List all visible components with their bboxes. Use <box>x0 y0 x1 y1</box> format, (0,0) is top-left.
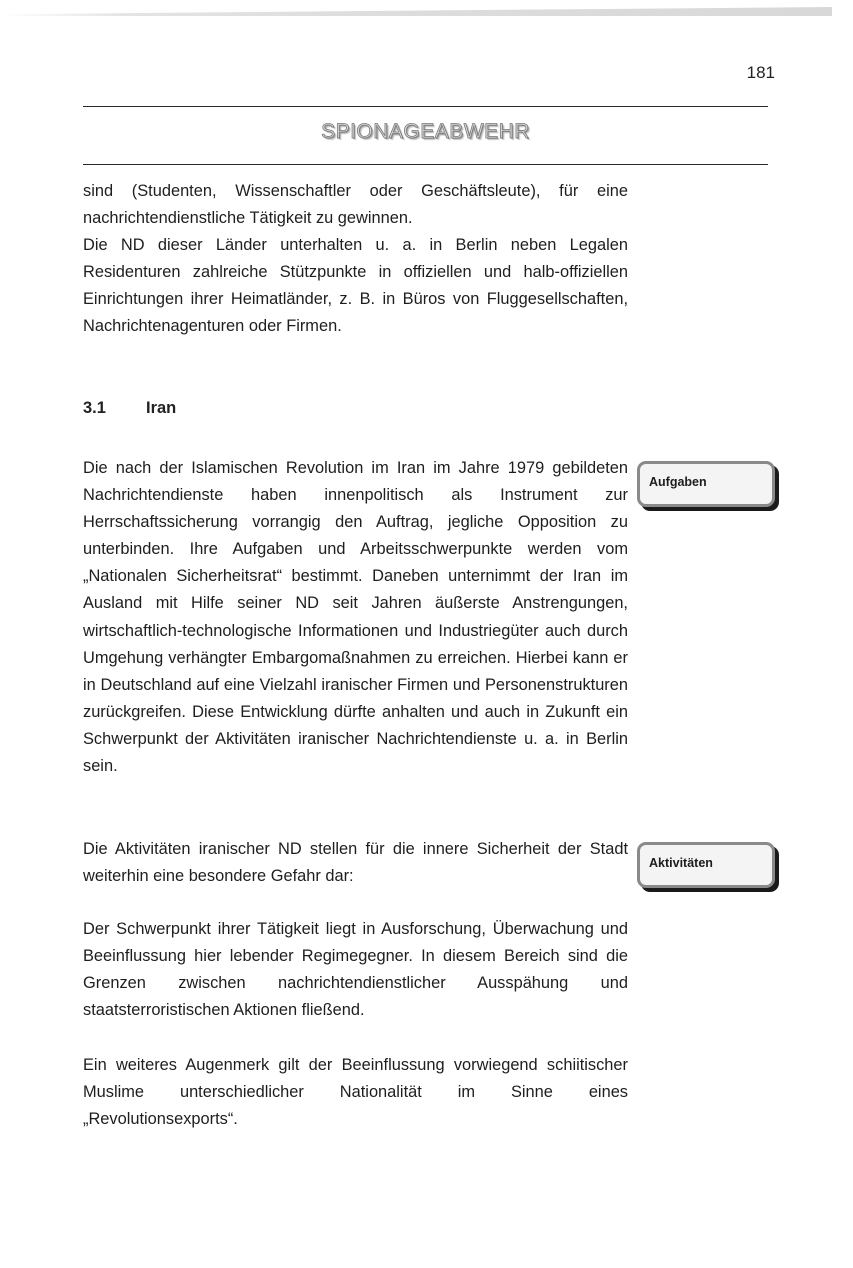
intro-text <box>83 178 628 341</box>
margin-note-label: Aufgaben <box>649 475 707 489</box>
section-heading <box>83 399 176 418</box>
section-paragraph-4 <box>83 1052 628 1133</box>
header-rule-top <box>83 106 768 107</box>
paragraph-text: Ein weiteres Augenmerk gilt der Beeinflussung vorwiegend schiitischer Muslime unterschiedlicher Nationalität im Sinne eines „Revolutionsexports“. <box>83 1056 628 1129</box>
margin-note-label: Aktivitäten <box>649 856 713 870</box>
header-rule-bottom <box>83 164 768 165</box>
section-paragraph-2 <box>83 836 628 890</box>
page-number: 181 <box>746 63 775 82</box>
paragraph-text: Der Schwerpunkt ihrer Tätigkeit liegt in Ausforschung, Überwachung und Beeinflussung hier lebender Regimegegner. In diesem Bereich sind die Grenzen zwischen nachrichtendienstlicher Ausspähung und staatsterroristischen Aktionen fließend. <box>83 920 628 1020</box>
scan-artifact-band <box>0 7 832 16</box>
intro-paragraph-1: sind (Studenten, Wissenschaftler oder Geschäftsleute), für eine nachrichtendienstliche Tätigkeit zu gewinnen. <box>83 182 628 228</box>
paragraph-text: Die nach der Islamischen Revolution im Iran im Jahre 1979 gebildeten Nachrichtendienste haben innenpolitisch als Instrument zur Herrschaftssicherung vorrangig den Auftrag, jegliche Opposition zu unterbinden. Ihre Aufgaben und Arbeitsschwerpunkte werden vom „Nationalen Sicherheitsrat“ bestimmt. Daneben unternimmt der Iran im Ausland mit Hilfe seiner ND seit Jahren äußerste Anstrengungen, wirtschaftlich-technologische Informationen und Industriegüter auch durch Umgehung verhängter Embargomaßnahmen zu erreichen. Hierbei kann er in Deutschland auf eine Vielzahl iranischer Firmen und Personenstrukturen zurückgreifen. Diese Entwicklung dürfte anhalten und auch in Zukunft ein Schwerpunkt der Aktivitäten iranischer Nachrichtendienste u. a. in Berlin sein. <box>83 459 628 776</box>
intro-paragraph-2: Die ND dieser Länder unterhalten u. a. in Berlin neben Legalen Residenturen zahlreiche Stützpunkte in offiziellen und halb-offiziellen Einrichtungen ihrer Heimatländer, z. B. in Büros von Fluggesellschaften, Nachrichtenagenturen oder Firmen. <box>83 236 628 336</box>
margin-note-aufgaben <box>637 461 775 507</box>
section-number: 3.1 <box>83 399 106 417</box>
section-paragraph-1 <box>83 455 628 780</box>
section-paragraph-3 <box>83 916 628 1024</box>
running-head: SPIONAGEABWEHR <box>321 120 530 143</box>
margin-note-aktivitaeten <box>637 842 775 888</box>
paragraph-text: Die Aktivitäten iranischer ND stellen für die innere Sicherheit der Stadt weiterhin eine besondere Gefahr dar: <box>83 840 628 886</box>
section-title: Iran <box>146 399 177 417</box>
